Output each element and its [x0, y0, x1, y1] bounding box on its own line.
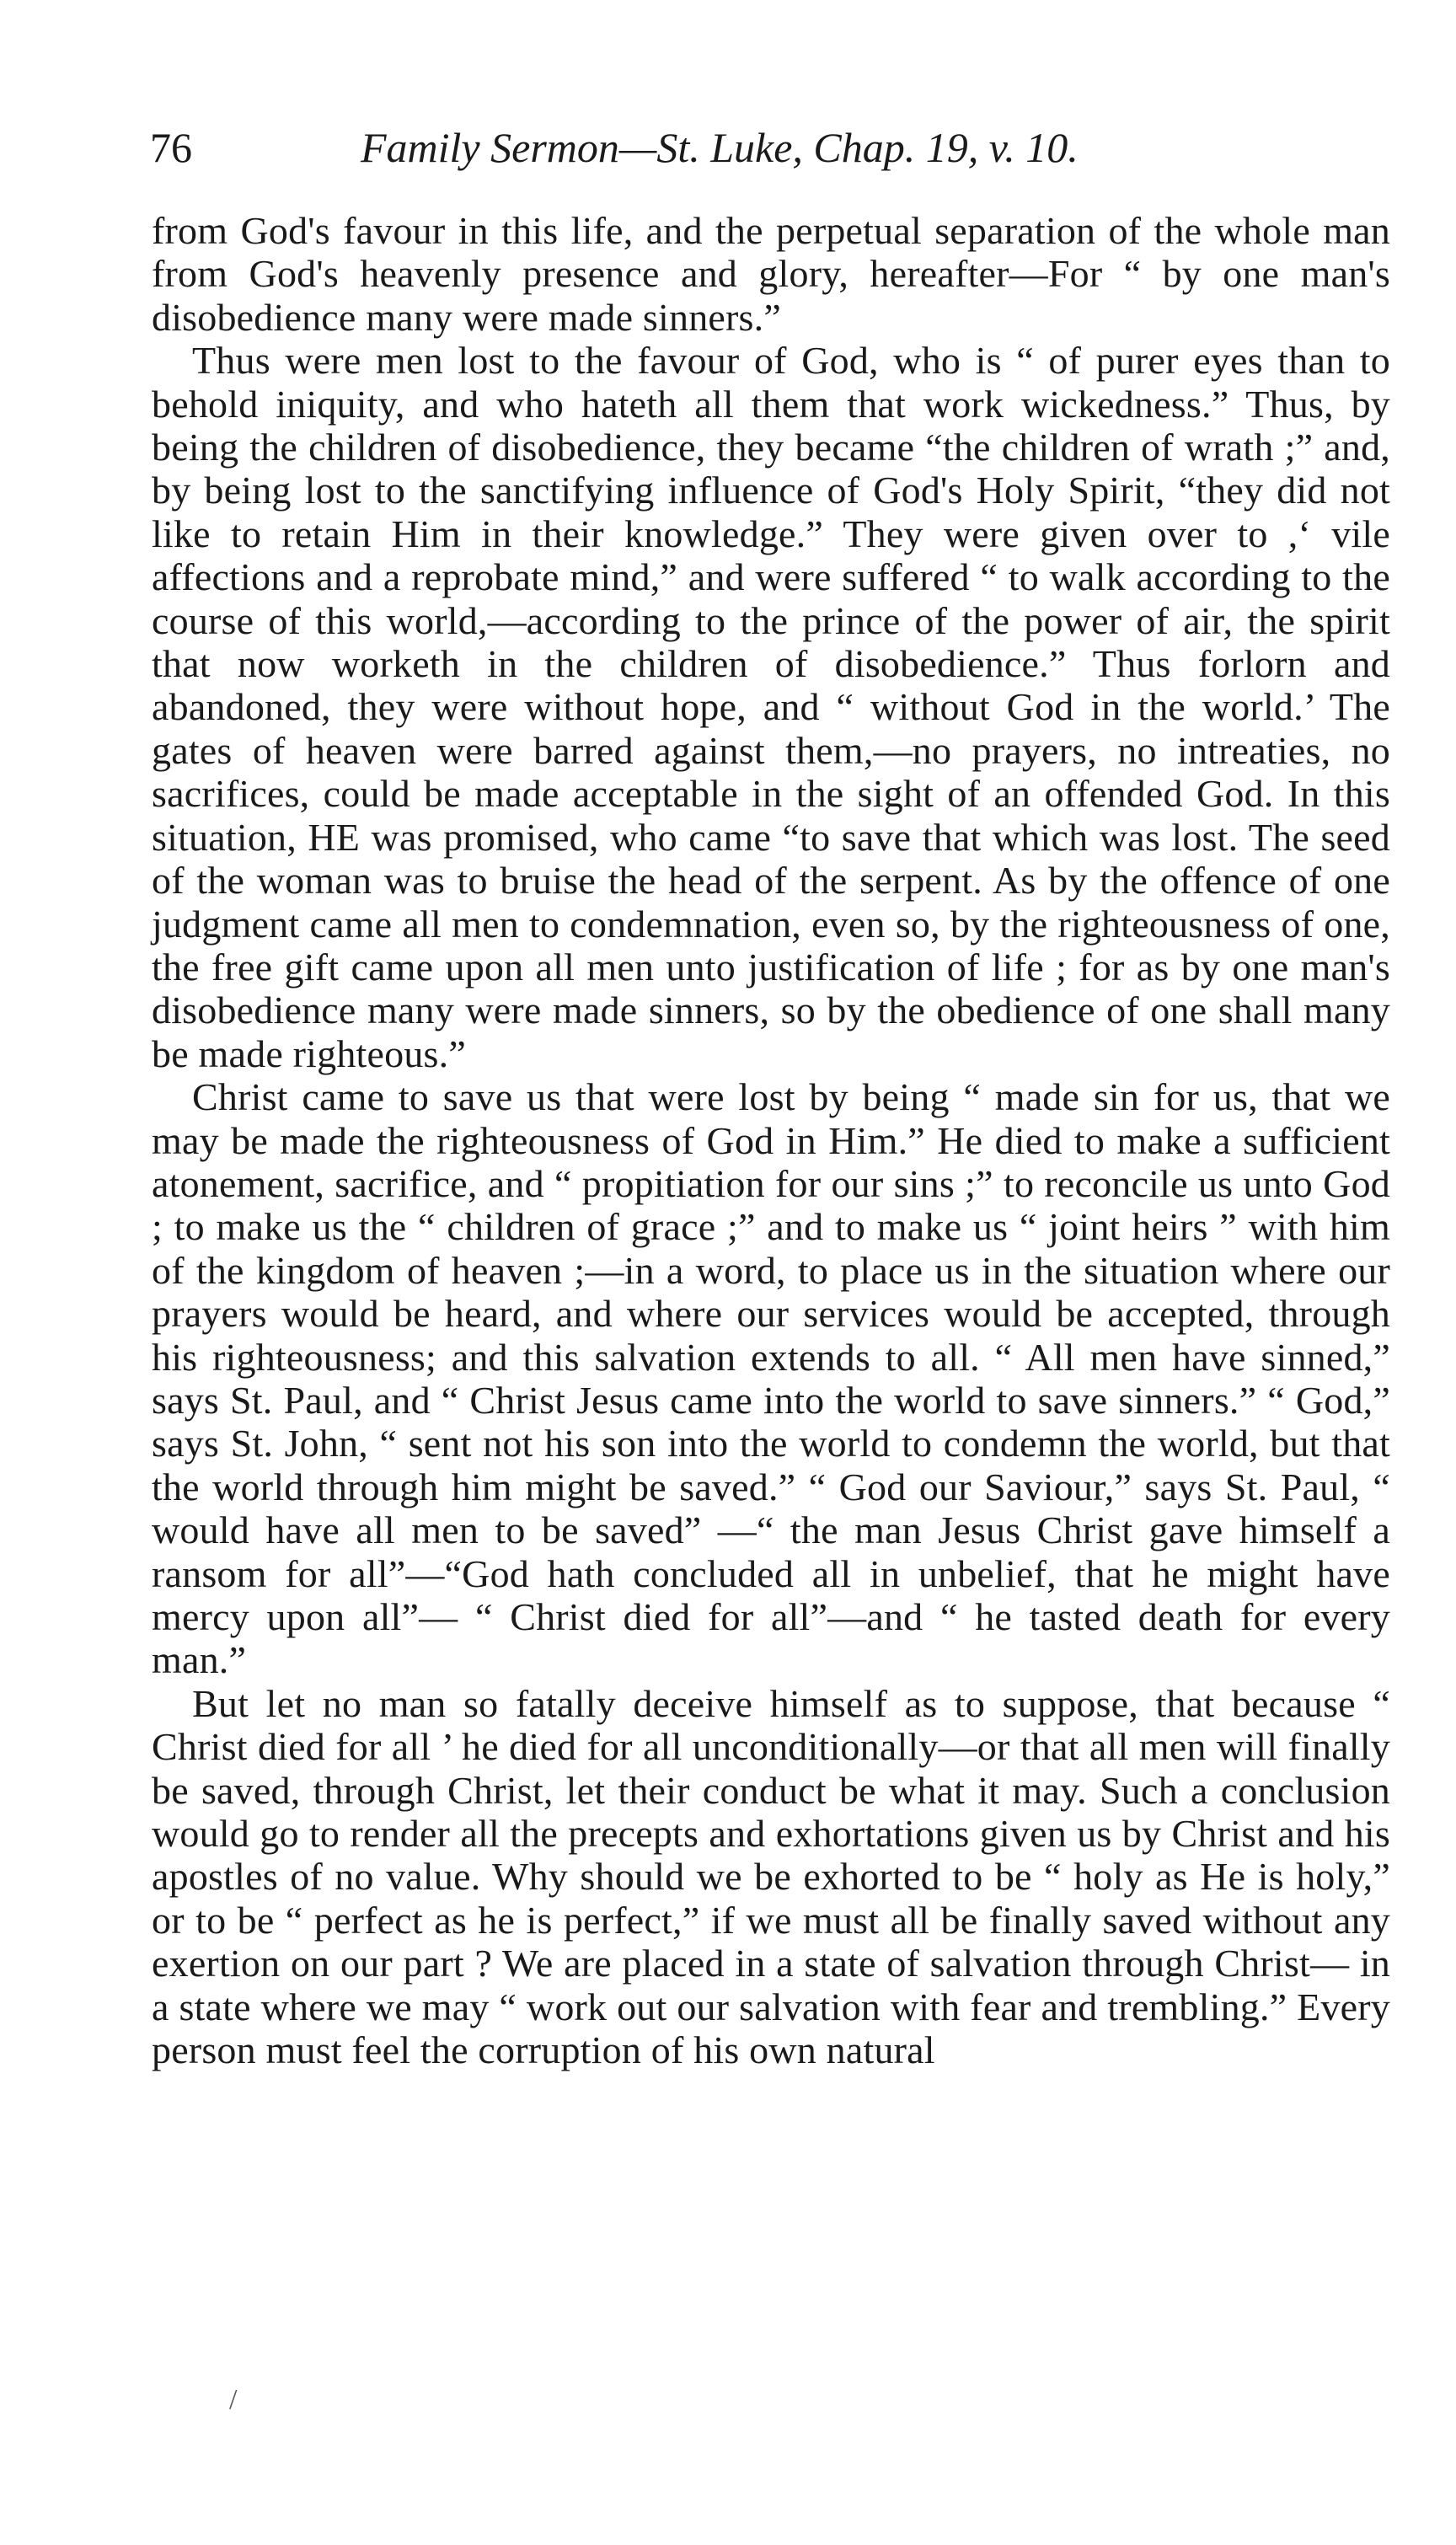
paragraph-4: But let no man so fatally deceive himself as to suppose, that because “ Christ died for all ’ he died for all unconditionally—or that all men will finally be saved, through Christ, let their conduct be what it may. Such a conclusion would go to render all the precepts and exhortations given us by Christ and his apostles of no value. Why should we be exhorted to be “ holy as He is holy,” or to be “ perfect as he is perfect,” if we must all be finally saved without any exertion on our part ? We are placed in a state of salvation through Christ— in a state where we may “ work out our salvation with fear and trembling.” Every person must feel the corruption of his own natural [152, 1681, 1390, 2072]
page-number: 76 [150, 124, 192, 171]
paragraph-3: Christ came to save us that were lost by being “ made sin for us, that we may be made the righteousness of God in Him.” He died to make a sufficient atonement, sacrifice, and “ propitiation for our sins ;” to reconcile us unto God ; to make us the “ children of grace ;” and to make us “ joint heirs ” with him of the kingdom of heaven ;—in a word, to place us in the situation where our prayers would be heard, and where our services would be accepted, through his righteousness; and this salvation extends to all. “ All men have sinned,” says St. Paul, and “ Christ Jesus came into the world to save sinners.” “ God,” says St. John, “ sent not his son into the world to condemn the world, but that the world through him might be saved.” “ God our Saviour,” says St. Paul, “ would have all men to be saved” —“ the man Jesus Christ gave himself a ransom for all”—“God hath concluded all in unbelief, that he might have mercy upon all”— “ Christ died for all”—and “ he tasted death for every man.” [152, 1075, 1390, 1682]
running-head-title: Family Sermon—St. Luke, Chap. 19, v. 10. [361, 124, 1079, 171]
running-head [150, 118, 1397, 177]
paragraph-2: Thus were men lost to the favour of God, who is “ of purer eyes than to behold iniquity, and who hateth all them that work wickedness.” Thus, by being the children of disobedience, they became “the children of wrath ;” and, by being lost to the sanctifying influence of God's Holy Spirit, “they did not like to retain Him in their knowledge.” They were given over to ,‘ vile affections and a reprobate mind,” and were suffered “ to walk according to the course of this world,—according to the prince of the power of air, the spirit that now worketh in the children of disobedience.” Thus forlorn and abandoned, they were without hope, and “ without God in the world.’ The gates of heaven were barred against them,—no prayers, no intreaties, no sacrifices, could be made acceptable in the sight of an offended God. In this situation, HE was promised, who came “to save that which was lost. The seed of the woman was to bruise the head of the serpent. As by the offence of one judgment came all men to condemnation, even so, by the righteousness of one, the free gift came upon all men unto justification of life ; for as by one man's disobedience many were made sinners, so by the obedience of one shall many be made righteous.” [152, 339, 1390, 1075]
sermon-body [152, 209, 1390, 2071]
paragraph-1: from God's favour in this life, and the perpetual separation of the whole man from God's heavenly presence and glory, hereafter—For “ by one man's disobedience many were made sinners.” [152, 209, 1390, 339]
stray-ink-mark: / [229, 2384, 238, 2415]
